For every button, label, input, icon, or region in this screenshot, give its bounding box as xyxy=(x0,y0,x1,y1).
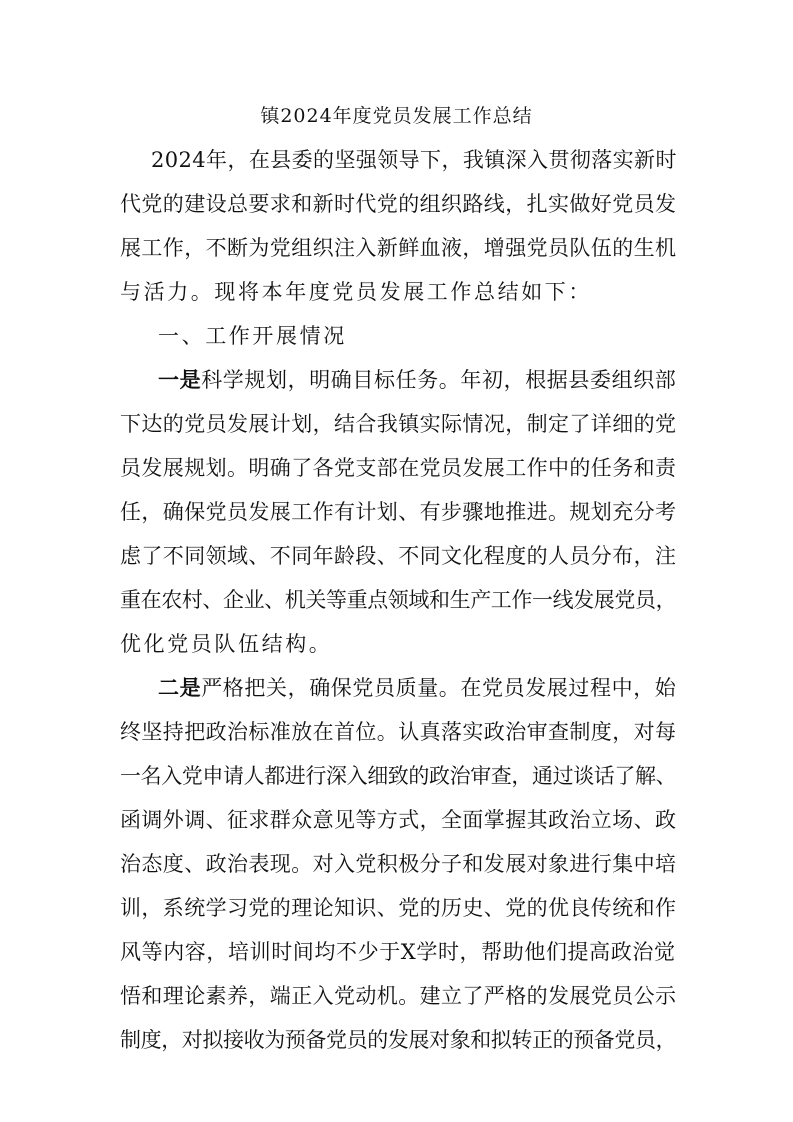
item2-line-2: 终坚持把政治标准放在首位。认真落实政治审查制度，对每 xyxy=(120,720,677,744)
item2-line-5: 治态度、政治表现。对入党积极分子和发展对象进行集中培 xyxy=(120,852,677,876)
intro-line-2: 代党的建设总要求和新时代党的组织路线，扎实做好党员发 xyxy=(120,192,677,216)
item1-line-7: 优化党员队伍结构。 xyxy=(120,632,333,656)
intro-line-1: 2024年，在县委的坚强领导下，我镇深入贯彻落实新时 xyxy=(151,148,677,172)
item1-lead: 一是 xyxy=(158,367,202,392)
item2-lead: 二是 xyxy=(158,675,202,700)
item2-line-9: 制度，对拟接收为预备党员的发展对象和拟转正的预备党员， xyxy=(120,1028,677,1052)
document-title: 镇2024年度党员发展工作总结 xyxy=(260,105,533,127)
item1-line-2: 下达的党员发展计划，结合我镇实际情况，制定了详细的党 xyxy=(120,412,677,436)
item2-line-8: 悟和理论素养，端正入党动机。建立了严格的发展党员公示 xyxy=(120,984,677,1008)
item2-line-6: 训，系统学习党的理论知识、党的历史、党的优良传统和作 xyxy=(120,896,677,920)
item2-first-line-rest: 严格把关，确保党员质量。在党员发展过程中，始 xyxy=(201,676,677,700)
item2-line-4: 函调外调、征求群众意见等方式，全面掌握其政治立场、政 xyxy=(120,808,677,832)
item1-line-6: 重在农村、企业、机关等重点领域和生产工作一线发展党员， xyxy=(120,588,677,612)
item1-first-line-rest: 科学规划，明确目标任务。年初，根据县委组织部 xyxy=(201,368,677,392)
section-heading: 一、工作开展情况 xyxy=(158,324,347,348)
item1-line-4: 任，确保党员发展工作有计划、有步骤地推进。规划充分考 xyxy=(120,500,677,524)
item2-line-7: 风等内容，培训时间均不少于X学时，帮助他们提高政治觉 xyxy=(120,940,676,964)
item1-line-5: 虑了不同领域、不同年龄段、不同文化程度的人员分布，注 xyxy=(120,544,677,568)
item2-first-line xyxy=(158,673,676,703)
intro-line-4: 与活力。现将本年度党员发展工作总结如下： xyxy=(120,280,592,304)
item1-first-line xyxy=(158,365,676,395)
item1-line-3: 员发展规划。明确了各党支部在党员发展工作中的任务和责 xyxy=(120,456,677,480)
intro-line-3: 展工作，不断为党组织注入新鲜血液，增强党员队伍的生机 xyxy=(120,236,677,260)
item2-line-3: 一名入党申请人都进行深入细致的政治审查，通过谈话了解、 xyxy=(120,764,677,788)
